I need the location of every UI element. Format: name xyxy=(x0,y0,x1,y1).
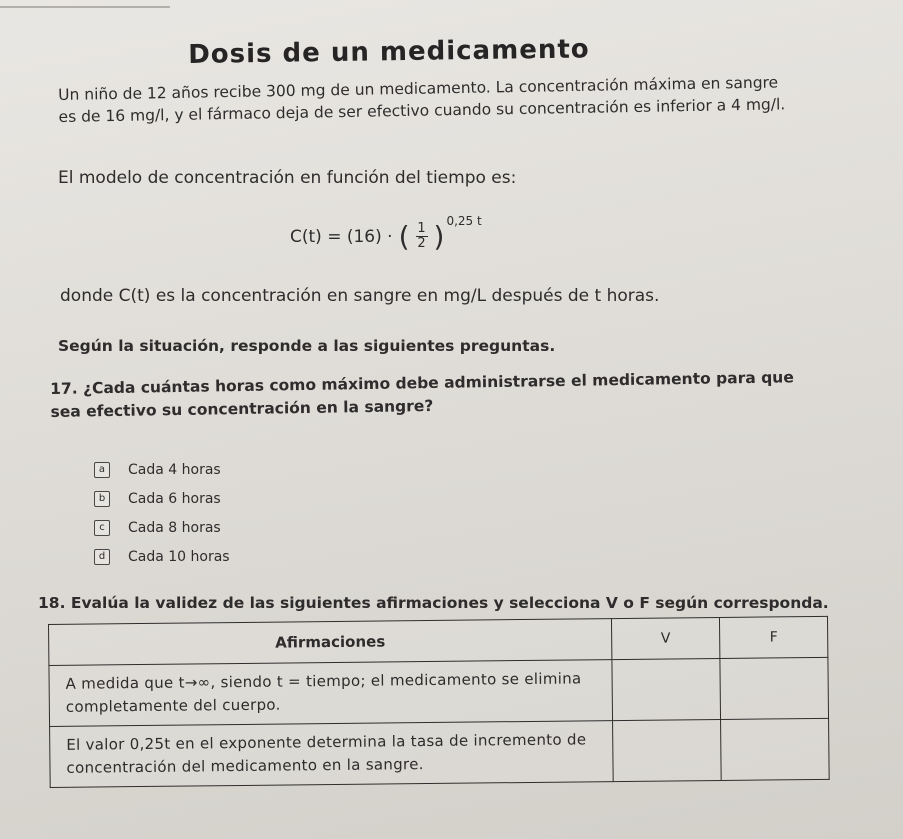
statement-1-v-cell[interactable] xyxy=(612,658,721,720)
formula-denominator: 2 xyxy=(417,236,426,251)
page-title: Dosis de un medicamento xyxy=(188,34,590,70)
option-d-box[interactable]: d xyxy=(94,549,110,565)
statement-2-v-cell[interactable] xyxy=(613,719,722,781)
formula-paren-close: ) xyxy=(433,219,445,253)
option-d-label: Cada 10 horas xyxy=(128,548,230,565)
statement-1-f-cell[interactable] xyxy=(720,657,829,719)
where-text: donde C(t) es la concentración en sangre en mg/L después de t horas. xyxy=(60,286,660,306)
table-row xyxy=(50,718,830,787)
option-b-box[interactable]: b xyxy=(94,491,110,507)
option-b[interactable] xyxy=(94,484,230,513)
question-18: 18. Evalúa la validez de las siguientes afirmaciones y selecciona V o F según corresponda. xyxy=(38,594,829,612)
formula-lhs: C(t) = (16) · xyxy=(290,226,393,247)
statement-2: El valor 0,25t en el exponente determina la tasa de incremento de concentración del medicamento en la sangre. xyxy=(50,721,614,788)
page-edge-line xyxy=(0,6,170,8)
option-c-box[interactable]: c xyxy=(94,520,110,536)
formula-paren-open: ( xyxy=(398,219,410,253)
option-c-label: Cada 8 horas xyxy=(128,519,221,536)
statement-1: A medida que t→∞, siendo t = tiempo; el medicamento se elimina completamente del cuerpo. xyxy=(49,660,613,727)
table-row xyxy=(49,657,829,726)
option-d[interactable] xyxy=(94,542,230,571)
instruction-text: Según la situación, responde a las siguientes preguntas. xyxy=(58,337,556,355)
option-c[interactable] xyxy=(94,513,230,542)
header-afirmaciones: Afirmaciones xyxy=(49,619,612,666)
option-a[interactable] xyxy=(94,455,230,484)
statements-table-wrapper xyxy=(48,616,830,788)
header-f: F xyxy=(719,616,827,658)
formula-numerator: 1 xyxy=(417,221,426,236)
option-a-box[interactable]: a xyxy=(94,462,110,478)
model-text: El modelo de concentración en función del tiempo es: xyxy=(58,168,517,188)
formula-fraction xyxy=(416,222,428,251)
intro-paragraph: Un niño de 12 años recibe 300 mg de un medicamento. La concentración máxima en sangre es de 16 mg/l, y el fármaco deja de ser efectivo cuando su concentración es inferior a 4 mg/l. xyxy=(58,73,786,126)
statements-table xyxy=(48,616,830,788)
concentration-formula xyxy=(290,213,486,253)
statement-2-f-cell[interactable] xyxy=(721,718,830,780)
q17-options xyxy=(94,455,230,571)
header-v: V xyxy=(611,617,719,659)
option-a-label: Cada 4 horas xyxy=(128,461,221,478)
formula-exponent: 0,25 t xyxy=(446,213,482,228)
question-17: 17. ¿Cada cuántas horas como máximo debe administrarse el medicamento para que sea efectivo su concentración en la sangre? xyxy=(50,368,794,421)
option-b-label: Cada 6 horas xyxy=(128,490,221,507)
